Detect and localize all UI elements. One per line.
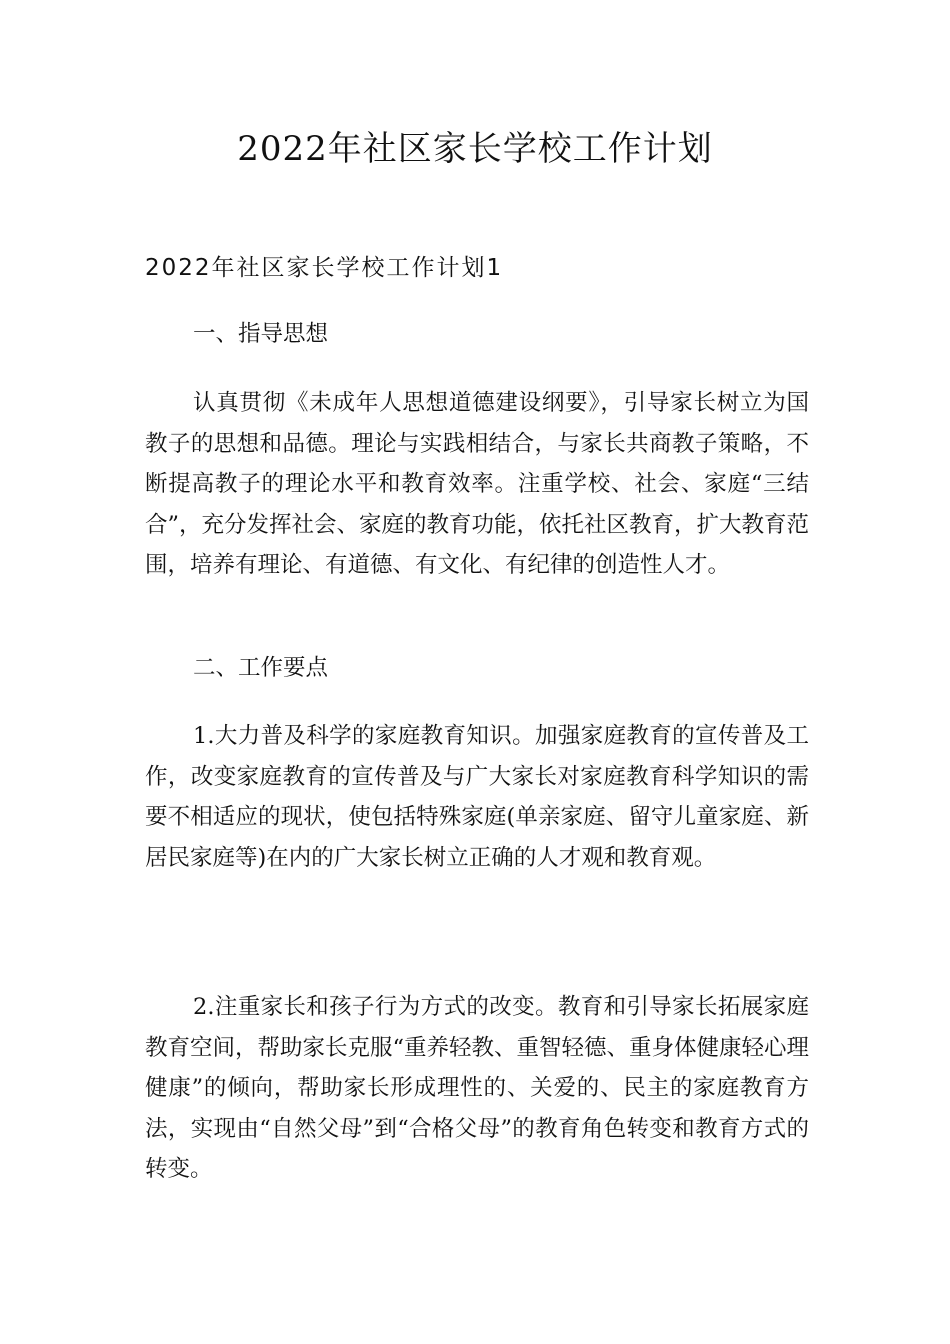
section-paragraph: 2.注重家长和孩子行为方式的改变。教育和引导家长拓展家庭教育空间，帮助家长克服“重养轻教、重智轻德、重身体健康轻心理健康”的倾向，帮助家长形成理性的、关爱的、民主的家庭教育方法，实现由“自然父母”到“合格父母”的教育角色转变和教育方式的转变。	[145, 994, 810, 1182]
section-paragraph: 认真贯彻《未成年人思想道德建设纲要》，引导家长树立为国教子的思想和品德。理论与实践相结合，与家长共商教子策略，不断提高教子的理论水平和教育效率。注重学校、社会、家庭“三结合”，充分发挥社会、家庭的教育功能，依托社区教育，扩大教育范围，培养有理论、有道德、有文化、有纪律的创造性人才。	[145, 390, 810, 578]
section-heading-work-points: 二、工作要点	[193, 655, 329, 681]
section-paragraph: 1.大力普及科学的家庭教育知识。加强家庭教育的宣传普及工作，改变家庭教育的宣传普及与广大家长对家庭教育科学知识的需要不相适应的现状，使包括特殊家庭(单亲家庭、留守儿童家庭、新居民家庭等)在内的广大家长树立正确的人才观和教育观。	[145, 723, 809, 871]
document-title: 2022年社区家长学校工作计划	[237, 129, 713, 169]
document-subtitle: 2022年社区家长学校工作计划1	[145, 255, 504, 281]
section-heading-guiding-ideology: 一、指导思想	[193, 321, 329, 347]
